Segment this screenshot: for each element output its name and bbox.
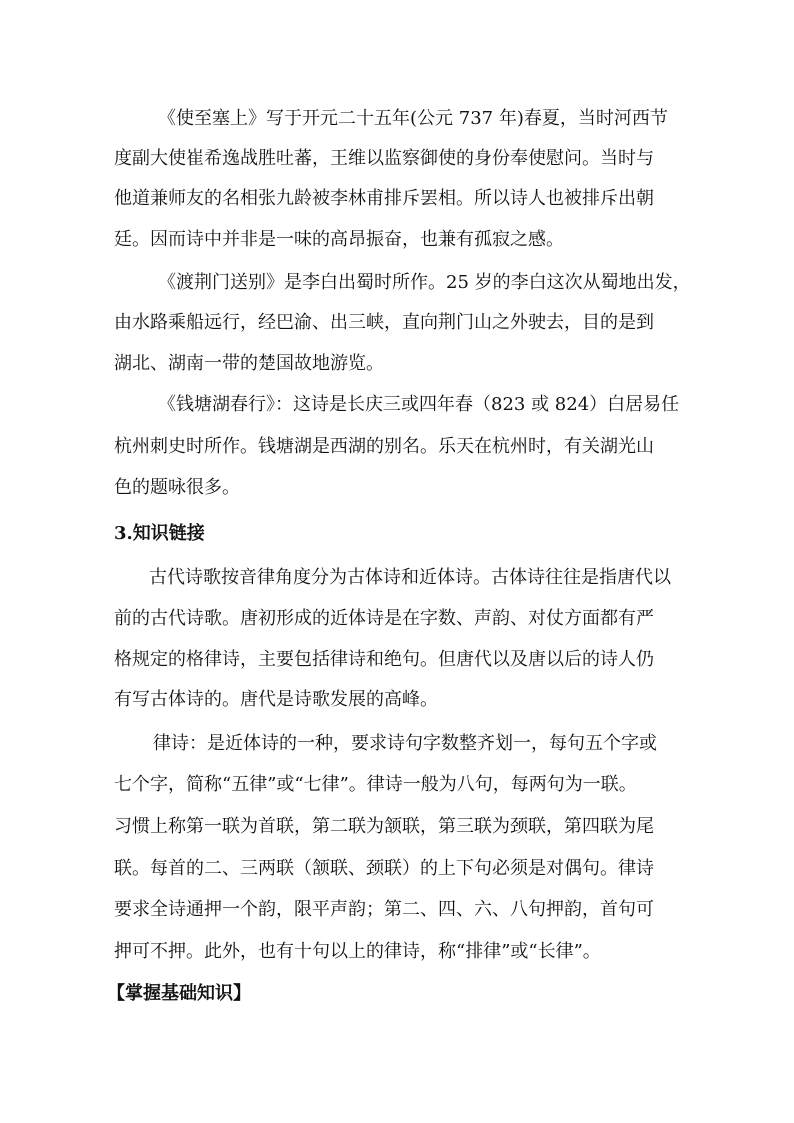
- paragraph-line: 度副大使崔希逸战胜吐蕃，王维以监察御使的身份奉使慰问。当时与: [114, 148, 654, 169]
- paragraph-line: 习惯上称第一联为首联，第二联为颔联，第三联为颈联，第四联为尾: [114, 816, 654, 837]
- section-heading: 3.知识链接: [114, 523, 205, 544]
- paragraph-line: 由水路乘船远行，经巴渝、出三峡，直向荆门山之外驶去，目的是到: [114, 312, 654, 333]
- paragraph-line: 《使至塞上》写于开元二十五年(公元 737 年)春夏，当时河西节: [158, 108, 668, 129]
- paragraph-line: 押可不押。此外，也有十句以上的律诗，称“排律”或“长律”。: [114, 941, 601, 962]
- paragraph-line: 要求全诗通押一个韵，限平声韵；第二、四、六、八句押韵，首句可: [114, 899, 654, 920]
- paragraph-line: 律诗：是近体诗的一种，要求诗句字数整齐划一，每句五个字或: [153, 733, 657, 754]
- paragraph-line: 他道兼师友的名相张九龄被李林甫排斥罢相。所以诗人也被排斥出朝: [114, 188, 654, 209]
- paragraph-line: 《渡荆门送别》是李白出蜀时所作。25 岁的李白这次从蜀地出发，: [158, 272, 691, 293]
- paragraph-line: 《钱塘湖春行》：这诗是长庆三或四年春（823 或 824）白居易任: [158, 394, 680, 415]
- paragraph-line: 杭州刺史时所作。钱塘湖是西湖的别名。乐天在杭州时，有关湖光山: [114, 436, 654, 457]
- paragraph-line: 湖北、湖南一带的楚国故地游览。: [114, 353, 384, 374]
- paragraph-line: 古代诗歌按音律角度分为古体诗和近体诗。古体诗往往是指唐代以: [149, 567, 671, 588]
- paragraph-line: 格规定的格律诗，主要包括律诗和绝句。但唐代以及唐以后的诗人仍: [114, 649, 654, 670]
- paragraph-line: 有写古体诗的。唐代是诗歌发展的高峰。: [114, 689, 438, 710]
- paragraph-line: 前的古代诗歌。唐初形成的近体诗是在字数、声韵、对仗方面都有严: [114, 608, 654, 629]
- paragraph-line: 色的题咏很多。: [114, 477, 240, 498]
- paragraph-line: 廷。因而诗中并非是一味的高昂振奋，也兼有孤寂之感。: [114, 229, 564, 250]
- paragraph-line: 七个字，简称“五律”或“七律”。律诗一般为八句，每两句为一联。: [114, 774, 637, 795]
- section-heading: 【掌握基础知识】: [107, 983, 251, 1004]
- paragraph-line: 联。每首的二、三两联（颔联、颈联）的上下句必须是对偶句。律诗: [114, 858, 654, 879]
